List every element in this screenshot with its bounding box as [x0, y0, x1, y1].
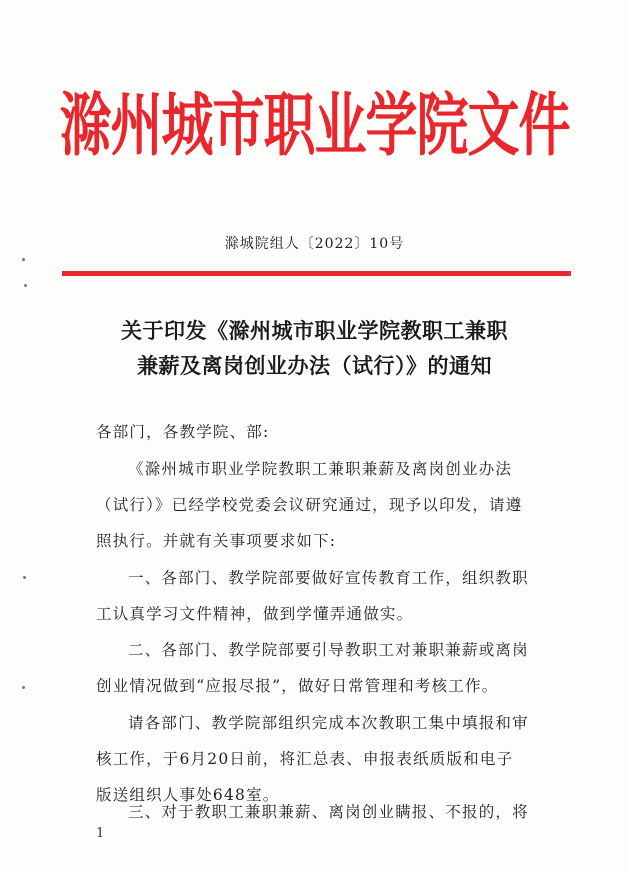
notice-title-line-1: 关于印发《滁州城市职业学院教职工兼职 — [121, 318, 508, 343]
body-line: 《滁州城市职业学院教职工兼职兼薪及离岗创业办法 — [128, 460, 513, 478]
body-line: （试行）》已经学校党委会议研究通过，现予以印发，请遵 — [96, 496, 523, 514]
scan-speck — [22, 686, 25, 689]
body-line: 二、各部门、教学院部要引导教职工对兼职兼薪或离岗 — [128, 641, 529, 659]
body-line: 照执行。并就有关事项要求如下: — [96, 532, 337, 550]
body-line: 核工作，于6月20日前，将汇总表、申报表纸质版和电子 — [96, 750, 514, 768]
page-number: 1 — [96, 826, 105, 841]
letterhead-title: 滁州城市职业学院文件 — [59, 85, 570, 166]
red-separator-line — [62, 271, 571, 276]
body-line: 三、对于教职工兼职兼薪、离岗创业瞒报、不报的，将 — [128, 803, 529, 821]
scan-speck — [23, 576, 26, 579]
scan-speck — [24, 284, 27, 287]
scan-speck — [22, 258, 25, 261]
body-line: 版送组织人事处648室。 — [96, 786, 280, 804]
body-line: 创业情况做到“应报尽报”，做好日常管理和考核工作。 — [96, 677, 499, 695]
document-number: 滁城院组人〔2022〕10号 — [224, 236, 405, 252]
notice-title-line-2: 兼薪及离岗创业办法（试行）》的通知 — [137, 353, 492, 378]
body-line: 请各部门、教学院部组织完成本次教职工集中填报和审 — [128, 714, 529, 732]
body-line-salutation: 各部门，各教学院、部: — [96, 423, 270, 441]
body-line: 工认真学习文件精神，做到学懂弄通做实。 — [96, 605, 414, 623]
body-line: 一、各部门、教学院部要做好宣传教育工作，组织教职 — [128, 569, 529, 587]
